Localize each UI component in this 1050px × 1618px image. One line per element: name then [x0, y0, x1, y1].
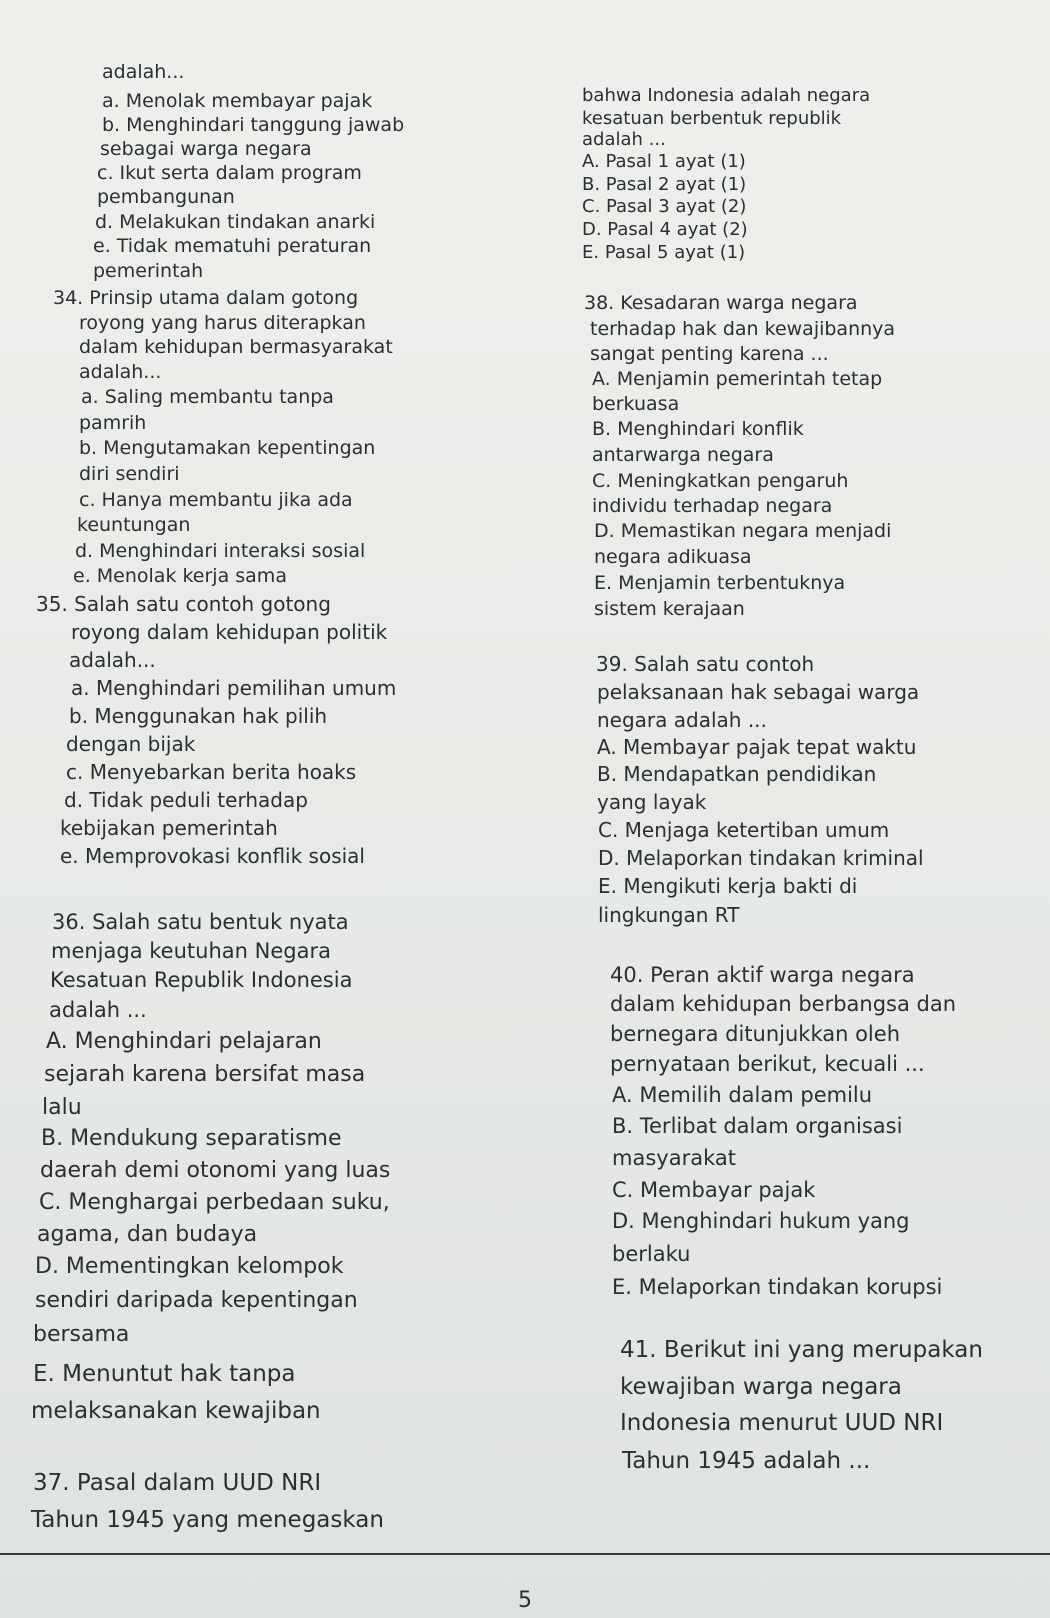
- right-line-44: kewajiban warga negara: [620, 1374, 902, 1400]
- left-line-22: 35. Salah satu contoh gotong: [36, 592, 331, 616]
- right-line-29: D. Melaporkan tindakan kriminal: [598, 846, 924, 870]
- left-line-38: lalu: [42, 1095, 82, 1120]
- right-line-14: B. Menghindari konflik: [592, 418, 804, 440]
- right-line-39: C. Membayar pajak: [612, 1178, 816, 1202]
- right-line-20: E. Menjamin terbentuknya: [594, 572, 846, 594]
- left-line-46: E. Menuntut hak tanpa: [33, 1361, 296, 1387]
- left-line-35: adalah ...: [49, 998, 147, 1022]
- page-number: 5: [518, 1588, 532, 1613]
- left-line-44: sendiri daripada kepentingan: [35, 1288, 358, 1313]
- left-line-18: c. Hanya membantu jika ada: [79, 489, 353, 511]
- left-line-48: 37. Pasal dalam UUD NRI: [33, 1470, 322, 1496]
- right-line-17: individu terhadap negara: [592, 495, 833, 517]
- left-line-45: bersama: [33, 1322, 130, 1347]
- left-line-19: keuntungan: [77, 514, 191, 536]
- right-line-21: sistem kerajaan: [594, 598, 745, 620]
- right-line-42: E. Melaporkan tindakan korupsi: [612, 1275, 943, 1299]
- right-line-35: pernyataan berikut, kecuali ...: [610, 1052, 925, 1076]
- left-line-49: Tahun 1945 yang menegaskan: [31, 1507, 384, 1533]
- right-line-41: berlaku: [612, 1242, 691, 1266]
- left-line-1: adalah...: [102, 61, 185, 83]
- right-line-24: negara adalah ...: [597, 708, 767, 732]
- left-line-30: kebijakan pemerintah: [60, 816, 278, 840]
- left-line-39: B. Mendukung separatisme: [41, 1126, 342, 1151]
- left-line-14: a. Saling membantu tanpa: [81, 386, 334, 408]
- left-line-33: menjaga keutuhan Negara: [51, 939, 331, 963]
- left-line-17: diri sendiri: [79, 463, 180, 485]
- left-line-47: melaksanakan kewajiban: [31, 1398, 321, 1424]
- right-line-25: A. Membayar pajak tepat waktu: [597, 735, 917, 759]
- right-line-31: lingkungan RT: [598, 903, 740, 927]
- left-line-26: b. Menggunakan hak pilih: [69, 704, 328, 728]
- right-line-9: 38. Kesadaran warga negara: [584, 292, 858, 314]
- right-line-22: 39. Salah satu contoh: [596, 652, 815, 676]
- left-line-24: adalah...: [69, 648, 156, 672]
- right-line-28: C. Menjaga ketertiban umum: [598, 818, 890, 842]
- left-line-9: pemerintah: [93, 260, 204, 282]
- right-line-8: E. Pasal 5 ayat (1): [582, 242, 746, 263]
- left-line-28: c. Menyebarkan berita hoaks: [66, 760, 357, 784]
- right-line-16: C. Meningkatkan pengaruh: [592, 470, 849, 492]
- left-line-8: e. Tidak mematuhi peraturan: [93, 235, 372, 257]
- left-line-36: A. Menghindari pelajaran: [46, 1029, 322, 1054]
- right-line-27: yang layak: [597, 790, 707, 814]
- left-line-3: b. Menghindari tanggung jawab: [102, 114, 405, 136]
- left-line-31: e. Memprovokasi konflik sosial: [60, 844, 365, 868]
- left-line-40: daerah demi otonomi yang luas: [40, 1158, 391, 1183]
- right-line-19: negara adikuasa: [594, 546, 752, 568]
- right-line-36: A. Memilih dalam pemilu: [612, 1083, 873, 1107]
- right-line-12: A. Menjamin pemerintah tetap: [592, 368, 883, 390]
- right-line-30: E. Mengikuti kerja bakti di: [598, 874, 858, 898]
- left-line-6: pembangunan: [97, 186, 235, 208]
- right-line-15: antarwarga negara: [592, 444, 774, 466]
- right-line-38: masyarakat: [612, 1146, 736, 1170]
- page-divider: [0, 1553, 1050, 1555]
- left-line-7: d. Melakukan tindakan anarki: [95, 211, 376, 233]
- left-line-16: b. Mengutamakan kepentingan: [79, 437, 376, 459]
- right-line-34: bernegara ditunjukkan oleh: [610, 1022, 901, 1046]
- right-line-5: B. Pasal 2 ayat (1): [582, 174, 747, 195]
- right-line-23: pelaksanaan hak sebagai warga: [597, 680, 920, 704]
- left-line-11: royong yang harus diterapkan: [79, 312, 366, 334]
- left-line-37: sejarah karena bersifat masa: [44, 1062, 366, 1087]
- right-line-33: dalam kehidupan berbangsa dan: [610, 992, 957, 1016]
- right-line-46: Tahun 1945 adalah ...: [622, 1448, 871, 1474]
- left-line-23: royong dalam kehidupan politik: [71, 620, 388, 644]
- left-line-42: agama, dan budaya: [37, 1222, 258, 1247]
- right-line-26: B. Mendapatkan pendidikan: [597, 762, 877, 786]
- left-line-20: d. Menghindari interaksi sosial: [75, 540, 366, 562]
- left-line-32: 36. Salah satu bentuk nyata: [52, 910, 349, 934]
- right-line-11: sangat penting karena ...: [590, 343, 829, 365]
- left-line-15: pamrih: [79, 412, 147, 434]
- right-line-6: C. Pasal 3 ayat (2): [582, 196, 747, 217]
- left-line-2: a. Menolak membayar pajak: [102, 90, 373, 112]
- left-line-12: dalam kehidupan bermasyarakat: [79, 336, 393, 358]
- left-line-5: c. Ikut serta dalam program: [97, 162, 362, 184]
- right-line-37: B. Terlibat dalam organisasi: [612, 1114, 903, 1138]
- left-line-4: sebagai warga negara: [100, 138, 312, 160]
- right-line-1: bahwa Indonesia adalah negara: [582, 85, 871, 106]
- left-line-21: e. Menolak kerja sama: [73, 565, 287, 587]
- right-line-32: 40. Peran aktif warga negara: [610, 963, 915, 987]
- right-line-7: D. Pasal 4 ayat (2): [582, 219, 748, 240]
- left-line-43: D. Mementingkan kelompok: [35, 1254, 344, 1279]
- right-line-10: terhadap hak dan kewajibannya: [590, 318, 896, 340]
- right-line-4: A. Pasal 1 ayat (1): [582, 151, 746, 172]
- left-line-10: 34. Prinsip utama dalam gotong: [53, 287, 359, 309]
- right-line-13: berkuasa: [592, 393, 680, 415]
- left-line-13: adalah...: [79, 361, 162, 383]
- right-line-40: D. Menghindari hukum yang: [612, 1209, 910, 1233]
- left-line-29: d. Tidak peduli terhadap: [64, 788, 308, 812]
- right-line-43: 41. Berikut ini yang merupakan: [620, 1337, 983, 1363]
- right-line-2: kesatuan berbentuk republik: [582, 108, 842, 129]
- right-line-18: D. Memastikan negara menjadi: [594, 520, 892, 542]
- left-line-34: Kesatuan Republik Indonesia: [50, 968, 353, 992]
- left-line-41: C. Menghargai perbedaan suku,: [39, 1190, 390, 1215]
- left-line-25: a. Menghindari pemilihan umum: [71, 676, 397, 700]
- left-line-27: dengan bijak: [66, 732, 196, 756]
- right-line-3: adalah ...: [582, 129, 666, 150]
- right-line-45: Indonesia menurut UUD NRI: [620, 1410, 944, 1436]
